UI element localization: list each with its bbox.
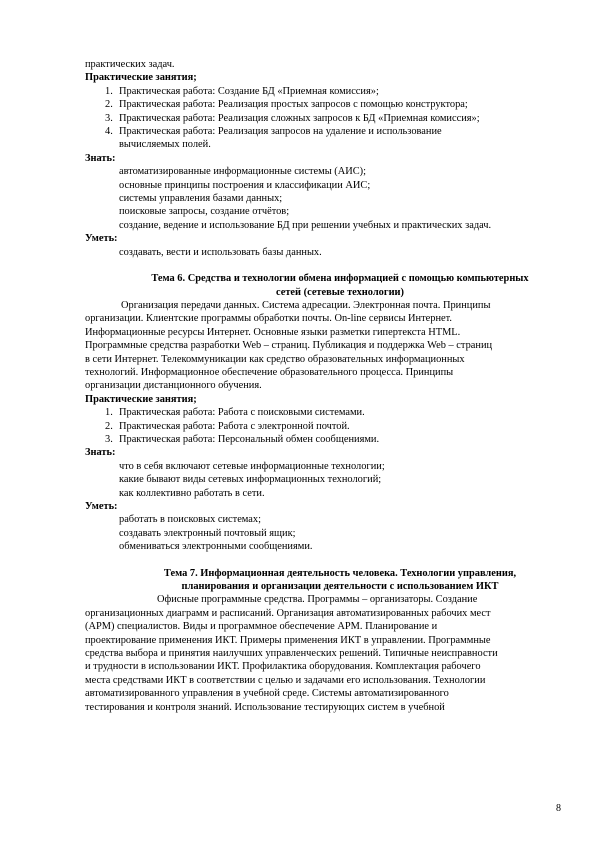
practical-heading-2: Практические занятия; — [85, 393, 197, 405]
topic-7-title-line-2: планирования и организации деятельности с использованием ИКТ — [181, 581, 499, 593]
know-list-2 — [85, 460, 565, 500]
paragraph-line: организации дистанционного обучения. — [85, 380, 262, 392]
topic-6-title — [85, 272, 565, 299]
spacer — [85, 259, 565, 272]
list-item: 1. Практическая работа: Создание БД «Приемная комиссия»; — [105, 85, 379, 97]
list-item: создание, ведение и использование БД при решении учебных и практических задач. — [119, 219, 492, 231]
paragraph-line: автоматизированного управления в учебной среде. Системы автоматизированного — [85, 688, 449, 700]
can-list-1 — [85, 246, 565, 259]
know-heading-2: Знать: — [85, 447, 116, 459]
spacer — [85, 554, 565, 567]
paragraph-line: Программные средства разработки Web – страниц. Публикация и поддержка Web – страниц — [85, 340, 493, 352]
paragraph-line: Офисные программные средства. Программы – организаторы. Создание — [157, 594, 478, 606]
practical-heading-1: Практические занятия; — [85, 72, 197, 84]
topic-7-paragraph — [85, 593, 565, 714]
intro-tail-text: практических задач. — [85, 59, 175, 70]
can-list-2 — [85, 513, 565, 553]
list-item: как коллективно работать в сети. — [119, 487, 265, 499]
list-item: какие бывают виды сетевых информационных технологий; — [119, 474, 382, 486]
list-item: работать в поисковых системах; — [119, 514, 262, 526]
list-item: 3. Практическая работа: Персональный обмен сообщениями. — [105, 433, 380, 445]
list-item: 2. Практическая работа: Работа с электронной почтой. — [105, 420, 350, 432]
know-list-1 — [85, 165, 565, 232]
list-item: что в себя включают сетевые информационные технологии; — [119, 460, 385, 472]
page-number: 8 — [556, 803, 561, 814]
paragraph-line: технологий. Информационное обеспечение образовательного процесса. Принципы — [85, 366, 454, 378]
paragraph-line: места средствами ИКТ в соответствии с целью и задачами его использования. Технологии — [85, 674, 486, 686]
list-item: автоматизированные информационные системы (АИС); — [119, 166, 367, 178]
know-heading-1: Знать: — [85, 152, 116, 164]
list-item: создавать, вести и использовать базы данных. — [119, 246, 322, 258]
paragraph-line: и трудности в использовании ИКТ. Профилактика оборудования. Комплектация рабочего — [85, 661, 481, 673]
paragraph-line: (АРМ) специалистов. Виды и программное обеспечение АРМ. Планирование и — [85, 621, 438, 633]
list-item: обмениваться электронными сообщениями. — [119, 541, 313, 553]
list-item: 4. Практическая работа: Реализация запросов на удаление и использование вычисляемых полей. — [105, 126, 442, 151]
topic-6-title-line-2: сетей (сетевые технологии) — [275, 286, 405, 298]
topic-6-title-line-1: Тема 6. Средства и технологии обмена информацией с помощью компьютерных — [151, 273, 529, 285]
list-item: создавать электронный почтовый ящик; — [119, 527, 296, 539]
practical-list-1 — [85, 85, 565, 152]
paragraph-line: организации. Клиентские программы обработки почты. On-line сервисы Интернет. — [85, 313, 452, 325]
topic-6-paragraph — [85, 299, 565, 393]
list-item: основные принципы построения и классификации АИС; — [119, 179, 371, 191]
list-item: 3. Практическая работа: Реализация сложных запросов к БД «Приемная комиссия»; — [105, 112, 480, 124]
document-page — [85, 58, 565, 714]
topic-7-title-line-1: Тема 7. Информационная деятельность человека. Технологии управления, — [163, 567, 517, 579]
paragraph-line: проектирование применения ИКТ. Примеры применения ИКТ в управлении. Программные — [85, 634, 491, 646]
topic-7-title — [85, 567, 565, 594]
paragraph-line: в сети Интернет. Телекоммуникации как средство образовательных информационных — [85, 353, 465, 365]
can-heading-2: Уметь: — [85, 501, 118, 512]
practical-list-2 — [85, 406, 565, 446]
list-item: поисковые запросы, создание отчётов; — [119, 206, 290, 218]
paragraph-line: тестирования и контроля знаний. Использование тестирующих систем в учебной — [85, 701, 445, 713]
paragraph-line: организационных диаграмм и расписаний. Организация автоматизированных рабочих мест — [85, 607, 491, 619]
paragraph-line: Организация передачи данных. Система адресации. Электронная почта. Принципы — [121, 299, 491, 311]
paragraph-line: средства выбора и принятия наилучших управленческих решений. Типичные неисправности — [85, 648, 498, 660]
list-item: 2. Практическая работа: Реализация простых запросов с помощью конструктора; — [105, 99, 468, 111]
list-item: системы управления базами данных; — [119, 193, 283, 205]
can-heading-1: Уметь: — [85, 233, 118, 245]
list-item: 1. Практическая работа: Работа с поисковыми системами. — [105, 407, 365, 419]
paragraph-line: Информационные ресурсы Интернет. Основные языки разметки гипертекста HTML. — [85, 326, 461, 338]
